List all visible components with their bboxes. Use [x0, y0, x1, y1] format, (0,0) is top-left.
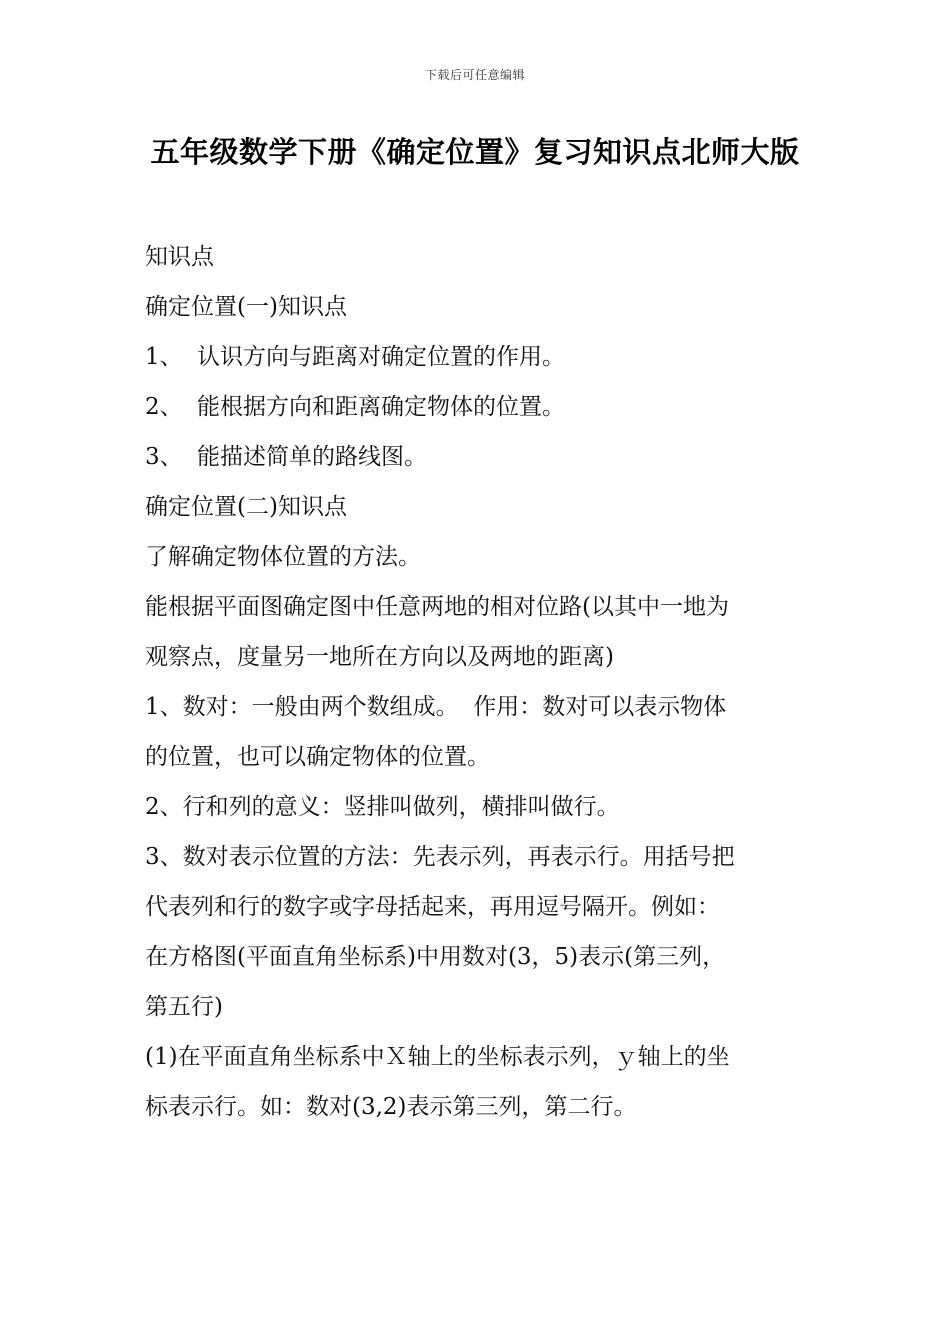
route-paragraph-line-1: 能根据平面图确定图中任意两地的相对位路(以其中一地为 [145, 594, 729, 620]
item-number: 1、 [145, 344, 183, 370]
sub1-line-2: 标表示行。如：数对(3,2)表示第三列，第二行。 [145, 1094, 637, 1120]
point1-line-2: 的位置，也可以确定物体的位置。 [145, 744, 490, 770]
section-heading: 知识点 [145, 244, 214, 270]
item-number: 2、 [145, 394, 183, 420]
item-number: 3、 [145, 444, 183, 470]
point3-line-1: 3、数对表示位置的方法：先表示列，再表示行。用括号把 [145, 844, 735, 870]
point2: 2、行和列的意义：竖排叫做列，横排叫做行。 [145, 794, 620, 820]
part1-item-1 [145, 332, 810, 382]
point1-line-1: 1、数对：一般由两个数组成。 作用：数对可以表示物体 [145, 694, 727, 720]
item-text: 认识方向与距离对确定位置的作用。 [197, 344, 565, 370]
point3-line-3: 在方格图(平面直角坐标系)中用数对(3，5)表示(第三列， [145, 944, 726, 970]
header-note: 下载后可任意编辑 [424, 68, 525, 82]
part2-heading: 确定位置(二)知识点 [145, 494, 347, 520]
part1-item-2 [145, 382, 810, 432]
part2-intro: 了解确定物体位置的方法。 [145, 544, 421, 570]
part1-heading: 确定位置(一)知识点 [145, 294, 347, 320]
route-paragraph-line-2: 观察点，度量另一地所在方向以及两地的距离) [145, 644, 614, 670]
part1-item-3 [145, 432, 810, 482]
sub1-line-1: (1)在平面直角坐标系中Ｘ轴上的坐标表示列，ｙ轴上的坐 [145, 1044, 730, 1070]
page-title: 五年级数学下册《确定位置》复习知识点北师大版 [150, 135, 800, 169]
point3-line-2: 代表列和行的数字或字母括起来，再用逗号隔开。例如： [145, 894, 720, 920]
document-body [145, 232, 810, 1132]
item-text: 能描述简单的路线图。 [197, 444, 427, 470]
point3-line-4: 第五行) [145, 994, 223, 1020]
item-text: 能根据方向和距离确定物体的位置。 [197, 394, 565, 420]
